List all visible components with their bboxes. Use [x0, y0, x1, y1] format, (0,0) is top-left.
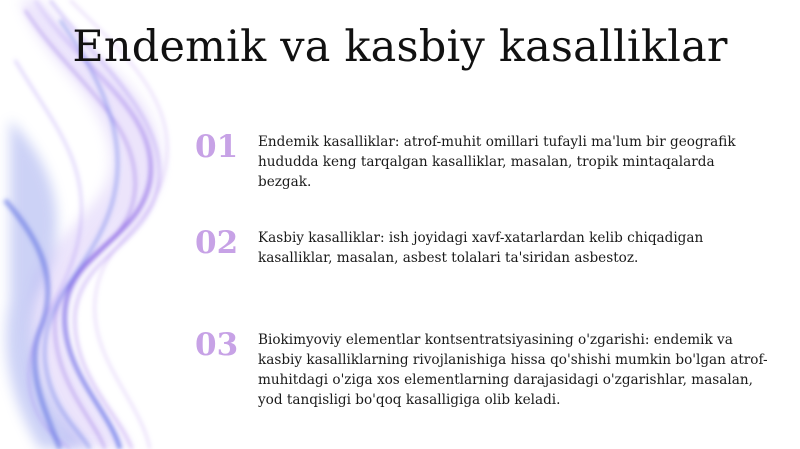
item-text: Biokimyoviy elementlar kontsentratsiyasining o'zgarishi: endemik va kasbiy kasalliklarning rivojlanishiga hissa qo'shishi mumkin bo'lgan atrof-muhitdagi o'ziga xos elementlarning darajasidagi o'zgarishlar, masalan, yod tanqisligi bo'qoq kasalligiga olib keladi. [258, 332, 768, 408]
item-number: 01 [195, 129, 239, 165]
item-number: 02 [195, 225, 239, 261]
page-title: Endemik va kasbiy kasalliklar [72, 22, 728, 72]
item-text: Endemik kasalliklar: atrof-muhit omillari tufayli ma'lum bir geografik hududda keng tarqalgan kasalliklar, masalan, tropik mintaqalarda bezgak. [258, 134, 736, 190]
item-text: Kasbiy kasalliklar: ish joyidagi xavf-xatarlardan kelib chiqadigan kasalliklar, masalan, asbest tolalari ta'siridan asbestoz. [258, 230, 704, 266]
item-number: 03 [195, 327, 239, 363]
